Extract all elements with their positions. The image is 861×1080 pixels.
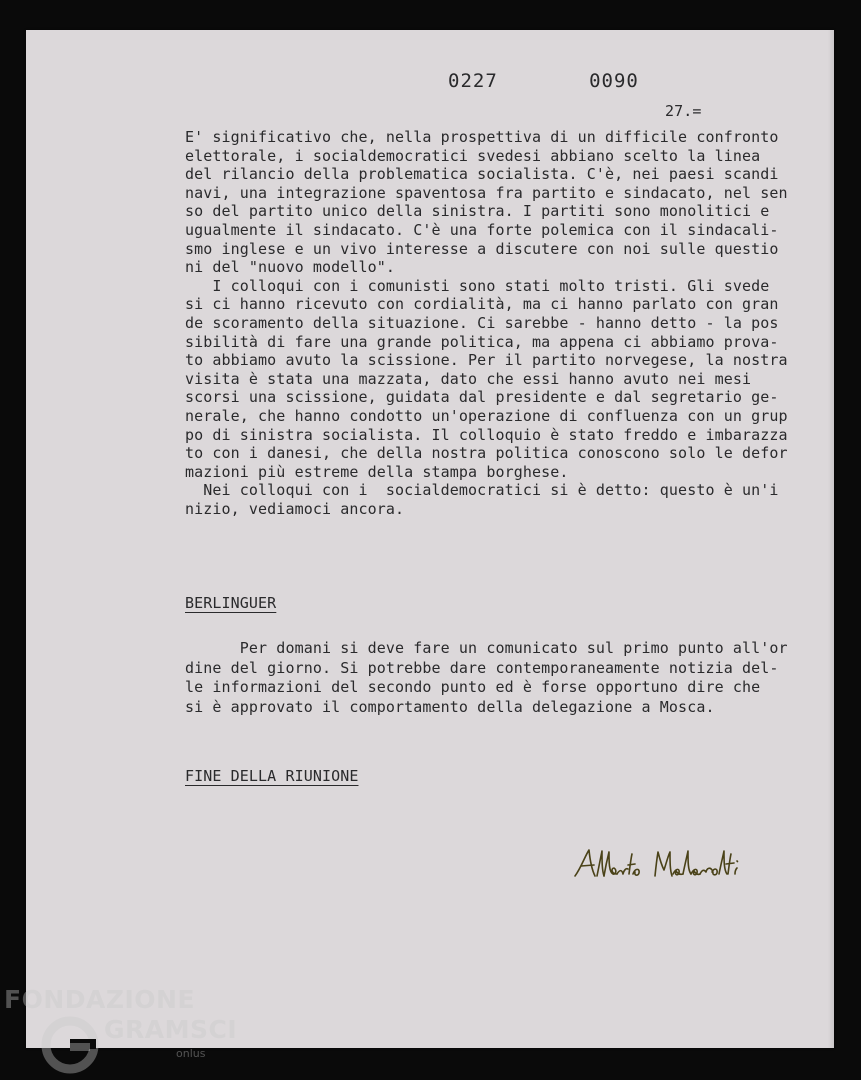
text-line: to con i danesi, che della nostra politica conoscono solo le defor	[185, 444, 788, 463]
text-line: nerale, che hanno condotto un'operazione di confluenza con un grup	[185, 406, 788, 425]
watermark-line1: FONDAZIONE	[4, 985, 196, 1014]
text-line: ni del "nuovo modello".	[185, 258, 396, 277]
section-heading-berlinguer: BERLINGUER	[185, 594, 277, 612]
handwritten-signature	[573, 846, 743, 886]
text-line: del rilancio della problematica socialista. C'è, nei paesi scandi	[185, 165, 779, 184]
page-number: 27.=	[665, 102, 702, 120]
text-line: si è approvato il comportamento della delegazione a Mosca.	[185, 697, 715, 716]
text-line: so del partito unico della sinistra. I partiti sono monolitici e	[185, 202, 770, 221]
gramsci-logo-icon	[38, 1013, 102, 1077]
text-line: Nei colloqui con i socialdemocratici si è detto: questo è un'i	[185, 481, 779, 500]
text-line: sibilità di fare una grande politica, ma appena ci abbiamo prova-	[185, 332, 779, 351]
text-line: elettorale, i socialdemocratici svedesi abbiano scelto la linea	[185, 146, 761, 165]
text-line: to abbiamo avuto la scissione. Per il partito norvegese, la nostra	[185, 351, 788, 370]
watermark-line2: GRAMSCI	[104, 1015, 238, 1044]
text-line: navi, una integrazione spaventosa fra partito e sindacato, nel sen	[185, 183, 788, 202]
section-heading-end-of-meeting: FINE DELLA RIUNIONE	[185, 767, 359, 785]
text-line: po di sinistra socialista. Il colloquio è stato freddo e imbarazza	[185, 425, 788, 444]
main-paragraph	[185, 128, 825, 518]
text-line: Per domani si deve fare un comunicato sul primo punto all'or	[185, 639, 788, 657]
text-line: visita è stata una mazzata, dato che essi hanno avuto nei mesi	[185, 369, 752, 388]
watermark-subtitle: onlus	[176, 1047, 206, 1060]
text-line: dine del giorno. Si potrebbe dare contemporaneamente notizia del-	[185, 658, 779, 677]
text-line: E' significativo che, nella prospettiva di un difficile confronto	[185, 128, 779, 146]
text-line: nizio, vediamoci ancora.	[185, 499, 405, 518]
document-page	[26, 30, 834, 1048]
institution-watermark	[4, 985, 238, 1080]
text-line: scorsi una scissione, guidata dal presidente e dal segretario ge-	[185, 388, 779, 407]
text-line: si ci hanno ricevuto con cordialità, ma ci hanno parlato con gran	[185, 295, 779, 314]
text-line: le informazioni del secondo punto ed è forse opportuno dire che	[185, 678, 761, 696]
text-line: ugualmente il sindacato. C'è una forte polemica con il sindacali-	[185, 220, 779, 239]
text-line: de scoramento della situazione. Ci sarebbe - hanno detto - la pos	[185, 313, 779, 332]
document-number: 0227 0090	[448, 70, 639, 92]
berlinguer-paragraph	[185, 639, 825, 717]
text-line: I colloqui con i comunisti sono stati molto tristi. Gli svede	[185, 276, 770, 295]
text-line: mazioni più estreme della stampa borghese.	[185, 462, 569, 481]
text-line: smo inglese e un vivo interesse a discutere con noi sulle questio	[185, 239, 779, 258]
